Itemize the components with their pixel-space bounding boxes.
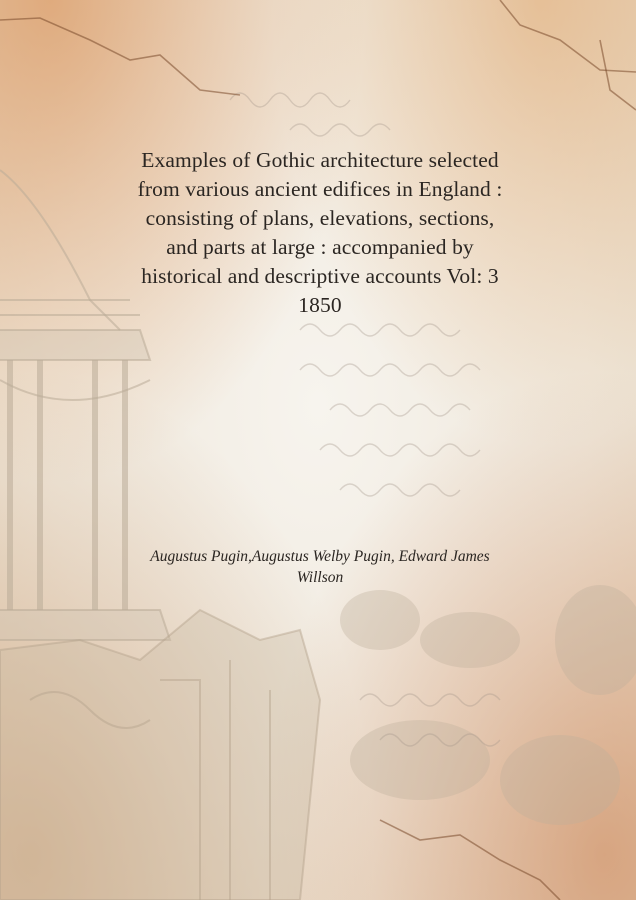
title-line: consisting of plans, elevations, sections, <box>145 206 495 230</box>
book-authors <box>80 546 560 588</box>
book-title <box>60 146 580 320</box>
publication-year: 1850 <box>298 293 342 317</box>
author-line: Augustus Pugin,Augustus Welby Pugin, Edward James <box>150 548 490 565</box>
ruins-illustration <box>0 610 320 900</box>
title-line: Examples of Gothic architecture selected <box>141 148 499 172</box>
title-line: and parts at large : accompanied by <box>166 235 474 259</box>
author-line: Willson <box>296 569 344 586</box>
title-line: historical and descriptive accounts Vol: 3 <box>141 264 499 288</box>
foliage-illustration <box>340 585 636 825</box>
title-line: from various ancient edifices in England : <box>137 177 503 201</box>
